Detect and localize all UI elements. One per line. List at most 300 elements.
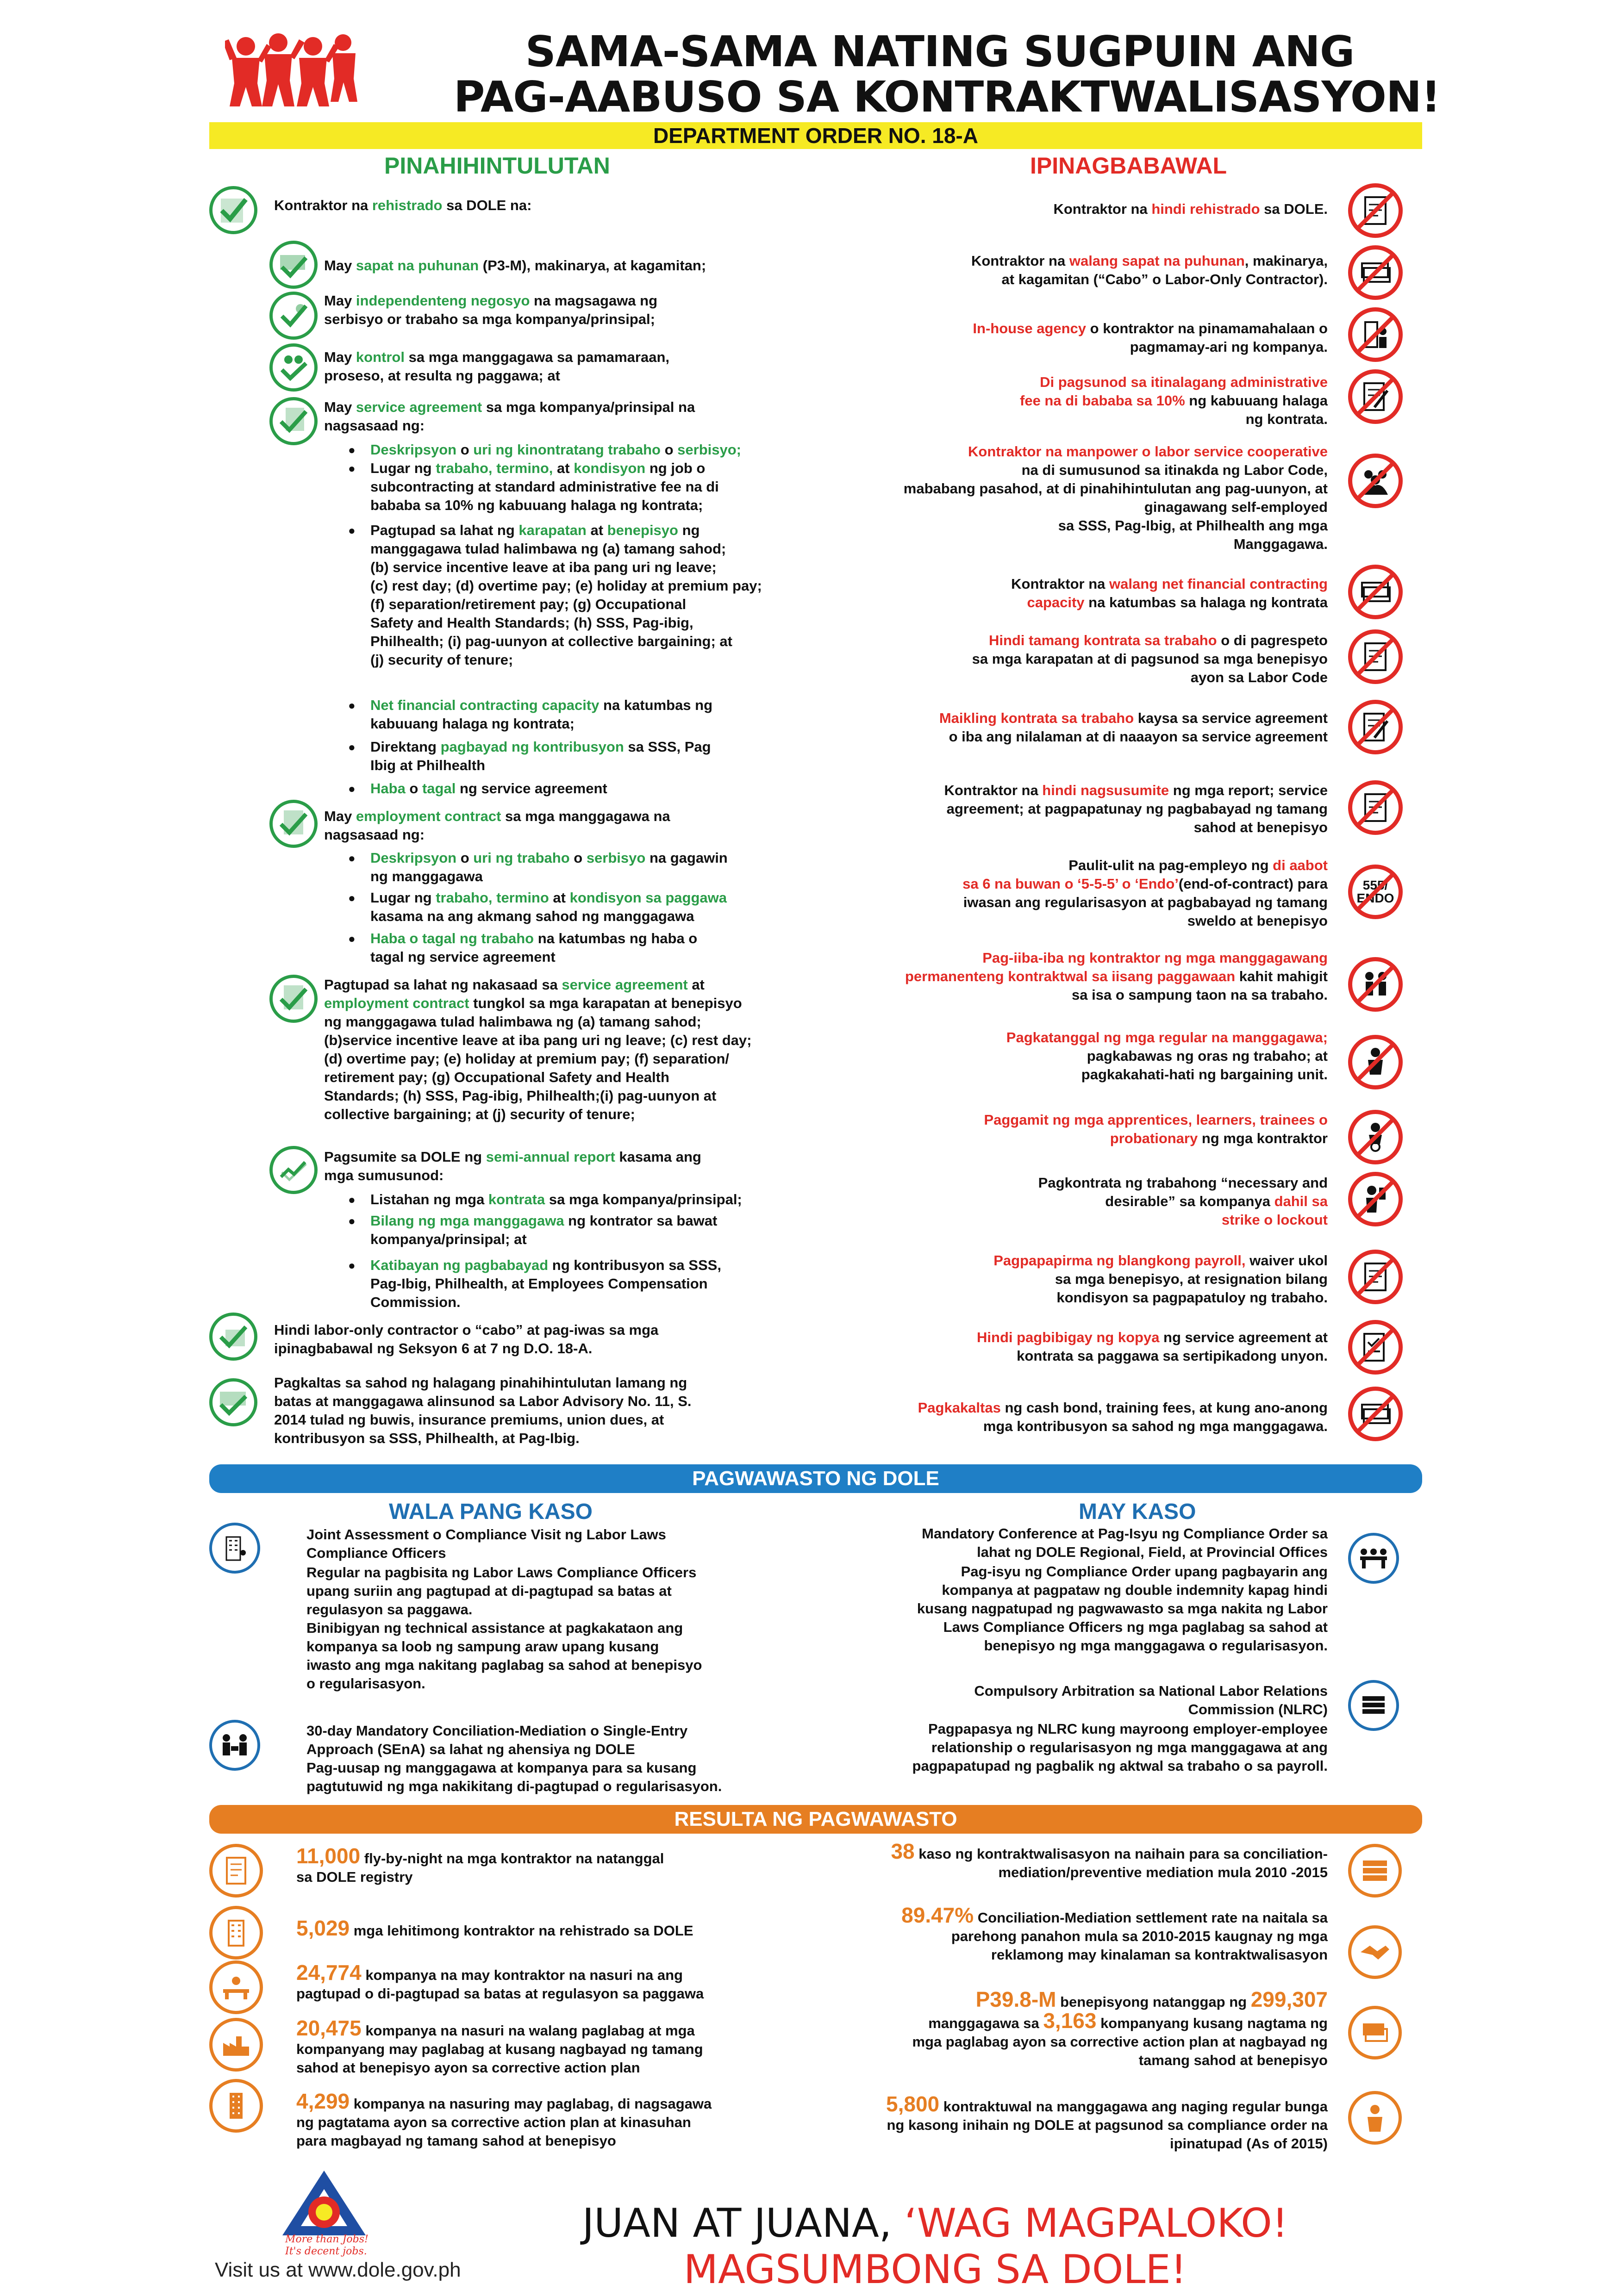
r5_6: Manggagawa. [1233,536,1328,552]
r10_1b: di aabot [1273,857,1328,873]
assessment-title [306,1525,666,1562]
r17 [918,1399,1328,1436]
r1b: hindi rehistrado [1151,201,1260,217]
r2 [971,252,1328,289]
b3_1d: benepisyo [607,522,678,538]
b2_1e: ng job o [645,460,706,476]
no-report-icon [1348,780,1403,835]
no-deduction-icon [1348,1387,1403,1441]
b2_1a: Lugar ng [370,460,436,476]
document-result-icon [209,1844,263,1898]
d1a: Listahan ng mga [370,1191,488,1207]
no-termination-icon [1348,1035,1403,1089]
left-heading: PINAHIHINTULUTAN [384,153,610,179]
q3t3: mga paglabag ayon sa corrective action plan at nagbayad ng [912,2034,1328,2050]
r15_3: kondisyon sa pagpapatuloy ng trabaho. [1056,1289,1328,1306]
l4_1a: May [324,349,356,365]
logo-motto [285,2234,369,2258]
a3: Regular na pagbisita ng Labor Laws Compliance Officers [306,1564,697,1580]
k1t2: sa DOLE registry [296,1869,413,1885]
c1_1a: Deskripsyon [370,850,457,866]
no-strike-replacement-icon [1348,1172,1403,1226]
a9: o regularisasyon. [306,1675,425,1692]
b6b: o [405,780,422,796]
building-result-icon [209,1906,263,1960]
l10_4: kontribusyon sa SSS, Philhealth, at Pag-Ibig. [274,1430,580,1446]
a8: iwasto ang mga nakitang paglabag sa sahod at benepisyo [306,1657,702,1673]
b6d: ng service agreement [456,780,607,796]
c3_1b: na katumbas ng haba o [534,930,698,946]
b3_2: manggagawa tulad halimbawa ng (a) tamang sahod; [370,541,726,557]
l5 [324,398,695,435]
l7_8: collective bargaining; at (j) security of tenure; [324,1106,635,1122]
r15_2: sa mga benepisyo, at resignation bilang [1055,1271,1328,1287]
r13_2b: ng mga kontraktor [1198,1130,1328,1146]
b5_1b: pagbayad ng kontribusyon [440,739,624,755]
r11_2a: permanenteng kontraktwal sa iisang paggawaan [905,968,1236,984]
logo-motto-2: It's decent jobs. [285,2246,367,2257]
wala-pang-kaso-heading: WALA PANG KASO [389,1500,593,1524]
r2_1c: , makinarya, [1244,253,1328,269]
r6_2b: na katumbas sa halaga ng kontrata [1084,594,1328,610]
bullet-b1 [370,441,741,459]
office-desk-icon [209,1960,263,2014]
r8 [939,709,1328,746]
r12_1: Pagkatanggal ng mga regular na manggagawa; [1006,1029,1328,1045]
slogan-line-1 [435,2201,1435,2246]
r4 [1020,373,1328,429]
l4_2: proseso, at resulta ng paggawa; at [324,367,560,384]
r9_2: agreement; at pagpapatunay ng pagbabayad ng tamang [946,801,1328,817]
c2_1a: Lugar ng [370,890,436,906]
arbitration-files-icon [1348,1680,1399,1731]
slogan-part-a: JUAN AT JUANA, [582,2200,905,2246]
q3t4: tamang sahod at benepisyo [1138,2052,1328,2068]
r1a: Kontraktor na [1053,201,1152,217]
c1_2: ng manggagawa [370,868,483,884]
q1 [891,1839,1328,1882]
endo-label-2: ENDO [1356,891,1394,905]
r14 [1038,1174,1328,1229]
d3_1b: ng kontribusyon sa SSS, [548,1257,721,1273]
a7: kompanya sa loob ng sampung araw upang kusang [306,1638,659,1655]
k5-number: 4,299 [296,2089,350,2113]
b3_3: (b) service incentive leave at iba pang uri ng leave; [370,559,717,575]
r6 [1011,575,1328,612]
r13 [984,1111,1328,1148]
r6_1a: Kontraktor na [1011,576,1110,592]
office-tower-icon [209,2079,263,2133]
c1_1c: uri ng trabaho [473,850,570,866]
r1 [1053,200,1328,218]
l9_1: Hindi labor-only contractor o “cabo” at pag-iwas sa mga [274,1322,659,1338]
l10_3: 2014 tulad ng buwis, insurance premiums, union dues, at [274,1412,664,1428]
l1 [274,196,531,215]
r12 [1006,1028,1328,1084]
r8_1b: kaysa sa service agreement [1134,710,1328,726]
r12_3: pagkakahati-hati ng bargaining unit. [1081,1066,1328,1083]
r8_1a: Maikling kontrata sa trabaho [939,710,1134,726]
title-line-2: PAG-AABUSO SA KONTRAKTWALISASYON! [454,72,1440,122]
r7_1b: o di pagrespeto [1217,632,1328,648]
pagwawasto-bar-label: PAGWAWASTO NG DOLE [692,1467,939,1490]
b3_1b: karapatan [518,522,587,538]
b6a: Haba [370,780,406,796]
r10_4: sweldo at benepisyo [1187,913,1328,929]
resulta-bar [209,1805,1422,1834]
m1: Mandatory Conference at Pag-Isyu ng Compliance Order sa [922,1525,1328,1542]
r15_1a: Pagpapapirma ng blangkong payroll, [993,1252,1246,1269]
money-check-icon [269,241,318,289]
l8_2: mga sumusunod: [324,1167,444,1183]
r9_3: sahod at benepisyo [1193,819,1328,835]
r8_2: o iba ang nilalaman at di naaayon sa service agreement [949,728,1328,745]
k5 [296,2089,712,2150]
l1c: sa DOLE na: [442,197,532,213]
nlrc-body [912,1720,1328,1775]
s2: Approach (SEnA) sa lahat ng ahensiya ng DOLE [306,1741,635,1757]
k4t2: kompanyang may paglabag at kusang nagbayad ng tamang [296,2041,703,2057]
r7_1a: Hindi tamang kontrata sa trabaho [988,632,1217,648]
l8_1b: semi-annual report [486,1149,615,1165]
right-heading: IPINAGBABAWAL [1030,153,1227,179]
q2 [901,1903,1328,1964]
factory-icon [209,2018,263,2072]
l7_1b: service agreement [562,977,688,993]
k5t1: kompanya na nasuring may paglabag, di nagsagawa [350,2096,712,2112]
l8 [324,1148,701,1185]
n2: Commission (NLRC) [1188,1701,1328,1717]
title-line-1: SAMA-SAMA NATING SUGPUIN ANG [525,27,1355,76]
r2_2: at kagamitan (“Cabo” o Labor-Only Contractor). [1001,271,1328,287]
q3-companies: 3,163 [1043,2009,1097,2033]
department-order-bar [209,122,1422,149]
endo-label-1: 555/ [1362,878,1388,892]
l1a: Kontraktor na [274,197,372,213]
b1c: uri ng kinontratang trabaho [473,442,661,458]
d3_3: Commission. [370,1294,461,1310]
conference-title [922,1524,1328,1562]
no-in-house-agency-icon [1348,307,1403,362]
r16 [977,1328,1328,1365]
no-blank-payroll-icon [1348,1250,1403,1304]
r9 [944,781,1328,837]
d1b: kontrata [488,1191,545,1207]
r11 [905,949,1328,1004]
r10_1a: Paulit-ulit na pag-empleyo ng [1068,857,1273,873]
m3: Pag-isyu ng Compliance Order upang pagbayarin ang [961,1563,1328,1580]
k1 [296,1844,664,1886]
l5_1c: sa mga kompanya/prinsipal na [482,399,695,415]
b4_2: kabuuang halaga ng kontrata; [370,716,575,732]
slogan-line-2: MAGSUMBONG SA DOLE! [683,2246,1187,2293]
l5_2: nagsasaad ng: [324,417,425,434]
c3_2: tagal ng service agreement [370,949,556,965]
money-stack-check-icon [209,1378,257,1426]
q2-number: 89.47% [901,1903,974,1927]
l2c: (P3-M), makinarya, at kagamitan; [479,257,706,274]
resulta-bar-label: RESULTA NG PAGWAWASTO [674,1808,957,1830]
b3_1a: Pagtupad sa lahat ng [370,522,519,538]
r5_2: na di sumusunod sa itinakda ng Labor Code, [1021,462,1328,478]
r4_3: ng kontrata. [1245,411,1328,427]
slogan-part-b: ‘WAG MAGPALOKO! [904,2200,1288,2246]
bullet-b6 [370,779,607,798]
s1: 30-day Mandatory Conciliation-Mediation o Single-Entry [306,1723,688,1739]
r10_2a: sa 6 na buwan o ‘5-5-5’ o ‘Endo’ [962,876,1179,892]
q4t1: kontraktuwal na manggagawa ang naging regular bunga [939,2098,1328,2115]
n1: Compulsory Arbitration sa National Labor Relations [974,1683,1328,1699]
b4_1a: Net financial contracting capacity [370,697,600,713]
k1t1: fly-by-night na mga kontraktor na natanggal [360,1850,664,1867]
b2_1d: kondisyon [574,460,646,476]
agreement-check-icon [269,397,318,445]
k3t1: kompanya na may kontraktor na nasuri na ang [361,1967,683,1983]
k4t3: sahod at benepisyo ayon sa corrective action plan [296,2060,640,2076]
l6_2: nagsasaad ng: [324,827,425,843]
r3_2: pagmamay-ari ng kompanya. [1130,339,1328,355]
b6c: tagal [422,780,456,796]
r4_1: Di pagsunod sa itinalagang administrative [1040,374,1328,390]
q4t2: ng kasong inihain ng DOLE at pagsunod sa compliance order na [887,2117,1328,2133]
no-money-icon [1348,245,1403,300]
r5_5: sa SSS, Pag-Ibig, at Philhealth ang mga [1058,517,1328,534]
pagwawasto-bar [209,1464,1422,1493]
no-fee-document-icon [1348,369,1403,424]
q1t1: kaso ng kontraktwalisasyon na naihain para sa conciliation- [914,1846,1328,1862]
conference-icon [1348,1533,1399,1584]
workers-control-icon [269,343,318,392]
k2 [296,1916,693,1940]
r7_2: sa mga karapatan at di pagsunod sa mga benepisyo [972,651,1328,667]
m4: kompanya at pagpataw ng double indemnity kapag hindi [942,1582,1328,1598]
r14_3: strike o lockout [1221,1212,1328,1228]
q4-number: 5,800 [886,2092,940,2116]
b2_1c: at [553,460,574,476]
no-cooperative-icon [1348,454,1403,508]
l6_1a: May [324,808,356,824]
r3_1b: o kontraktor na pinamamahalaan o [1086,320,1328,336]
q1-number: 38 [891,1839,915,1863]
no-capacity-money-icon [1348,565,1403,619]
b1d: o [660,442,678,458]
q3t2a: manggagawa sa [928,2015,1043,2031]
a6: Binibigyan ng technical assistance at pagkakataon ang [306,1620,683,1636]
l7 [324,976,751,1124]
k4-number: 20,475 [296,2016,362,2040]
c2_1d: kondisyon sa paggawa [569,890,727,906]
building-assessment-icon [209,1523,260,1574]
r14_2a: desirable” sa kompanya [1105,1193,1274,1209]
employment-contract-icon [269,800,318,848]
d2_1a: Bilang ng mga manggagawa [370,1213,564,1229]
l7_5: (d) overtime pay; (e) holiday at premium pay; (f) separation/ [324,1051,730,1067]
b4_1b: na katumbas ng [599,697,713,713]
m2: lahat ng DOLE Regional, Field, at Provincial Offices [977,1544,1328,1560]
l10_2: batas at manggagawa alinsunod sa Labor Advisory No. 11, S. [274,1393,692,1409]
l5_1a: May [324,399,356,415]
nlrc-title [974,1682,1328,1719]
l9_2: ipinagbabawal ng Seksyon 6 at 7 ng D.O. 18-A. [274,1340,593,1356]
c2_1c: at [549,890,570,906]
r16_1b: ng service agreement at [1159,1329,1328,1345]
b3_8: (j) security of tenure; [370,652,513,668]
money-result-icon [1348,2006,1402,2060]
k1-number: 11,000 [296,1844,361,1868]
b2_2: subcontracting at standard administrative fee na di [370,479,719,495]
r6_2a: capacity [1027,594,1085,610]
sena-body [306,1759,722,1796]
r12_2: pagkabawas ng oras ng trabaho; at [1087,1048,1328,1064]
l2 [324,256,706,275]
n4: relationship o regularisasyon ng mga manggagawa at ang [931,1739,1328,1755]
r9_1a: Kontraktor na [944,782,1043,798]
r2_1a: Kontraktor na [971,253,1069,269]
r6_1b: walang net financial contracting [1109,576,1328,592]
r3_1a: In-house agency [973,320,1087,336]
k3 [296,1960,704,2003]
q3-workers: 299,307 [1250,1987,1328,2011]
b1b: o [456,442,474,458]
people-logo-icon [225,32,359,106]
endo-icon [1348,865,1403,919]
l4_1b: kontrol [356,349,405,365]
handshake-icon [1348,1925,1402,1979]
l2a: May [324,257,356,274]
l3_1c: na magsagawa ng [530,292,658,309]
m7: benepisyo ng mga manggagawa o regularisasyon. [984,1637,1328,1654]
r15 [993,1251,1328,1307]
l3 [324,292,657,329]
r7 [972,631,1328,687]
q2t3: reklamong may kinalaman sa kontraktwalisasyon [991,1947,1328,1963]
b5_2: Ibig at Philhealth [370,757,486,773]
mediation-icon [209,1720,260,1771]
no-copy-icon [1348,1320,1403,1375]
l5_1b: service agreement [356,399,482,415]
r4_2a: fee na di bababa sa 10% [1020,392,1185,409]
l7_2b: tungkol sa mga karapatan at benepisyo [469,995,742,1011]
c2_2: kasama na ang akmang sahod ng manggagawa [370,908,694,924]
k3t2: pagtupad o di-pagtupad sa batas at regulasyon sa paggawa [296,1985,704,2002]
l8_1a: Pagsumite sa DOLE ng [324,1149,486,1165]
a2: Compliance Officers [306,1545,446,1561]
bullet-d3 [370,1256,721,1312]
d2_2: kompanya/prinsipal; at [370,1231,527,1247]
a1: Joint Assessment o Compliance Visit ng Labor Laws [306,1526,666,1543]
r11_3: sa isa o sampung taon na sa trabaho. [1072,987,1328,1003]
l6_1c: sa mga manggagawa na [501,808,670,824]
website-link[interactable]: Visit us at www.dole.gov.ph [215,2259,461,2281]
r14_1: Pagkontrata ng trabahong “necessary and [1038,1175,1328,1191]
k2-number: 5,029 [296,1916,350,1940]
a4: upang suriin ang pagtupad at di-pagtupad sa batas at [306,1583,672,1599]
b3_5: (f) separation/retirement pay; (g) Occupational [370,596,687,612]
s4: pagtutuwid ng mga nakikitang di-pagtupad o regularisasyon. [306,1778,722,1794]
case-files-icon [1348,1844,1402,1898]
r5_4: ginagawang self-employed [1144,499,1328,515]
bullet-d2 [370,1212,717,1249]
l7_2a: employment contract [324,995,469,1011]
r17_1b: ng cash bond, training fees, at kung ano-anong [1000,1400,1328,1416]
q4 [886,2092,1328,2153]
r17_2: mga kontribusyon sa sahod ng mga manggagawa. [983,1418,1328,1434]
logo-motto-1: More than Jobs! [285,2234,369,2245]
bullet-c2 [370,889,727,926]
m5: kusang nagpatupad ng pagwawasto sa mga nakita ng Labor [917,1600,1328,1617]
b1a: Deskripsyon [370,442,457,458]
q2t2: parehong panahon mula sa 2010-2015 kaugnay ng mga [951,1928,1328,1944]
d2_1b: ng kontrator sa bawat [564,1213,718,1229]
k3-number: 24,774 [296,1960,362,1985]
q1t2: mediation/preventive mediation mula 2010 -2015 [998,1864,1328,1880]
r10 [962,856,1328,930]
bullet-b3 [370,521,762,669]
sena-title [306,1722,687,1759]
r7_3: ayon sa Labor Code [1190,669,1328,685]
l7_4: (b)service incentive leave at iba pang uri ng leave; (c) rest day; [324,1032,752,1048]
r4_2b: ng kabuuang halaga [1185,392,1328,409]
k5t3: para magbayad ng tamang sahod at benepisyo [296,2133,616,2149]
assessment-body [306,1563,702,1693]
report-check-icon [269,1146,318,1194]
bullet-d1 [370,1190,742,1209]
l7_7: Standards; (h) SSS, Pag-ibig, Philhealth;(i) pag-uunyon at [324,1088,717,1104]
a5: regulasyon sa paggawa. [306,1601,473,1618]
l10_1: Pagkaltas sa sahod ng halagang pinahihintulutan lamang ng [274,1375,687,1391]
c3_1a: Haba o tagal ng trabaho [370,930,534,946]
l3_1b: independenteng negosyo [356,292,530,309]
b5_1a: Direktang [370,739,441,755]
q3t2b: kompanyang kusang nagtama ng [1096,2015,1328,2031]
b1e: serbisyo; [677,442,741,458]
m6: Laws Compliance Officers ng mga paglabag sa sahod at [943,1619,1328,1635]
r15_1b: waiver ukol [1245,1252,1328,1269]
b2_1b: trabaho, termino, [436,460,553,476]
r5 [904,442,1328,554]
r16_2: kontrata sa paggawa sa sertipikadong unyon. [1017,1348,1328,1364]
b3_1e: ng [678,522,700,538]
r10_3: iwasan ang regularisasyon at pagbabayad ng tamang [963,894,1328,910]
no-document-icon [1348,183,1403,238]
no-contract-icon [1348,629,1403,684]
n3: Pagpapasya ng NLRC kung mayroong employer-employee [928,1721,1328,1737]
k4 [296,2016,703,2077]
q4t3: ipinatupad (As of 2015) [1169,2135,1328,2152]
bullet-b2 [370,459,719,515]
r10_2b: (end-of-contract) para [1178,876,1328,892]
r17_1a: Pagkakaltas [918,1400,1001,1416]
r3 [973,319,1328,356]
conference-body [917,1562,1328,1655]
l7_1a: Pagtupad sa lahat ng nakasaad sa [324,977,562,993]
k4t1: kompanya na nasuri na walang paglabag at mga [361,2022,695,2039]
d3_2: Pag-Ibig, Philhealth, at Employees Compensation [370,1276,708,1292]
may-kaso-heading: MAY KASO [1079,1500,1196,1524]
k5t2: ng pagtatama ayon sa corrective action plan at kinasuhan [296,2114,691,2130]
l3_1a: May [324,292,356,309]
r16_1a: Hindi pagbibigay ng kopya [977,1329,1160,1345]
c1_1d: o [569,850,587,866]
k2t1: mga lehitimong kontraktor na rehistrado sa DOLE [350,1923,693,1939]
l4 [324,348,669,385]
d3_1a: Katibayan ng pagbabayad [370,1257,549,1273]
r13_2a: probationary [1110,1130,1198,1146]
l7_6: retirement pay; (g) Occupational Safety and Health [324,1069,669,1085]
r5_1: Kontraktor na manpower o labor service cooperative [968,443,1328,460]
r9_1b: hindi nagsusumite [1042,782,1169,798]
business-check-icon [269,292,318,340]
